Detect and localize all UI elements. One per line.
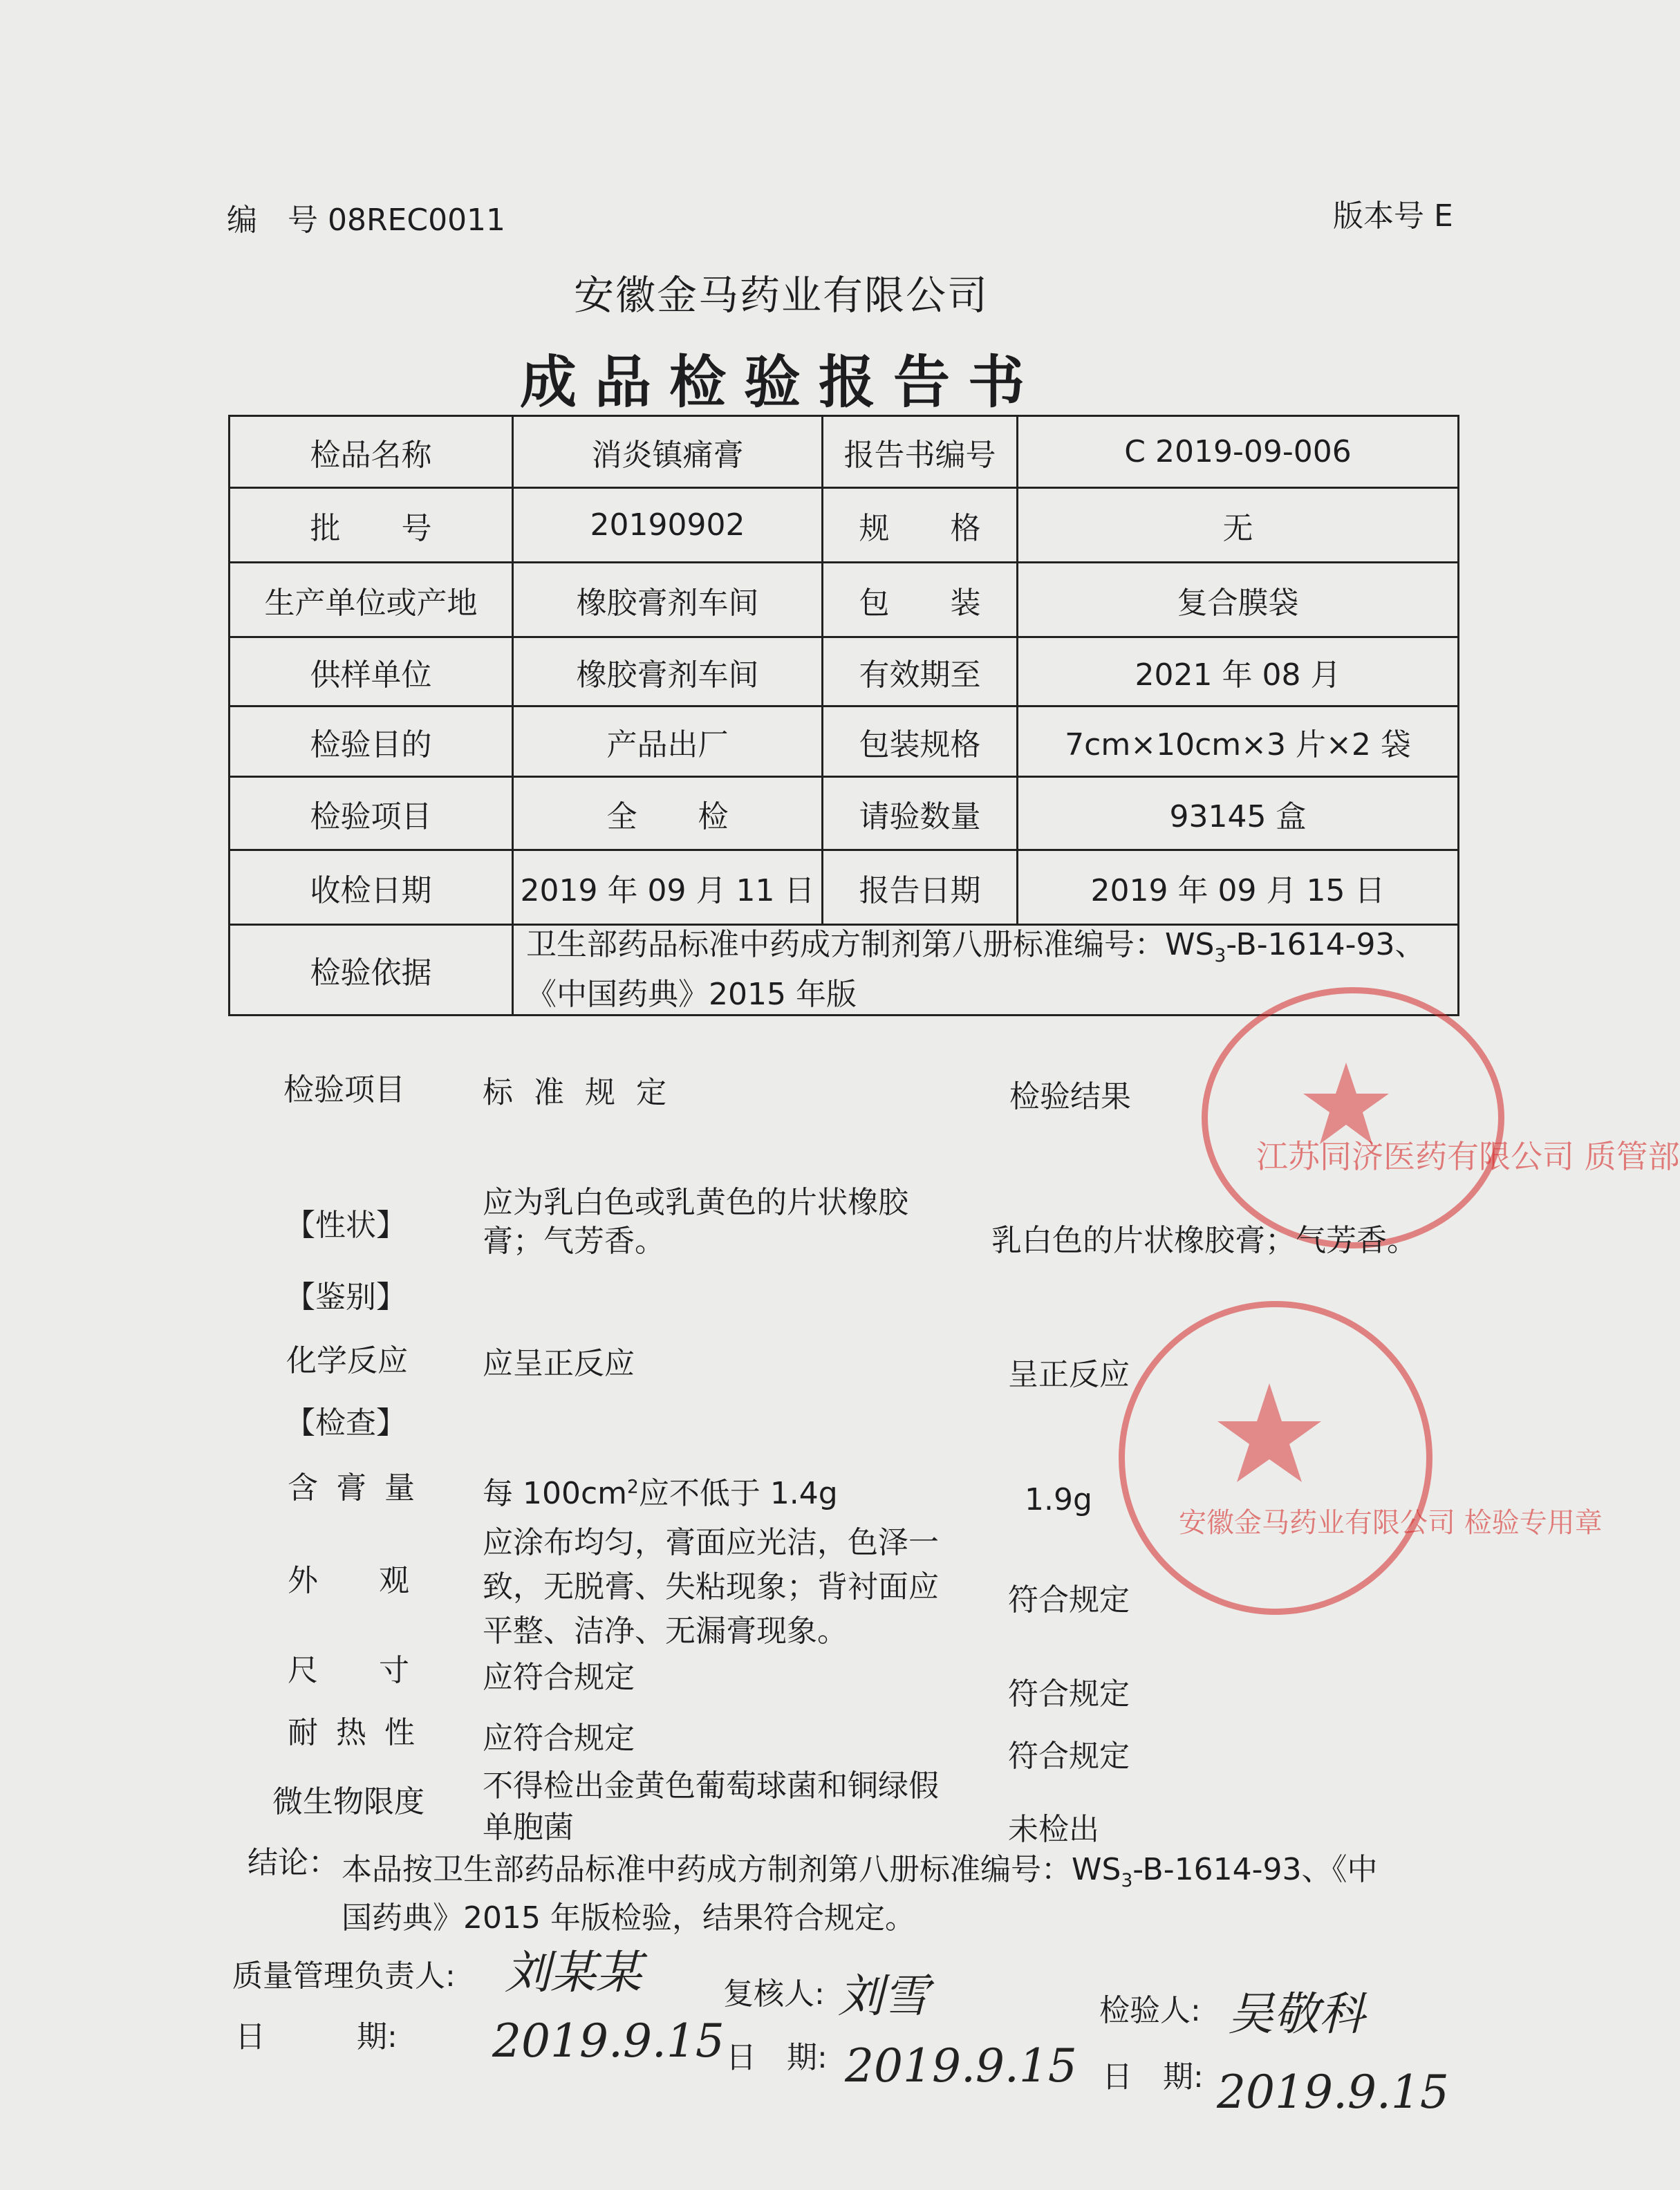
value-receive-date: 2019 年 09 月 11 日 — [513, 850, 823, 925]
value-report-date: 2019 年 09 月 15 日 — [1018, 850, 1459, 925]
label-purpose: 检验目的 — [230, 706, 513, 777]
size-result: 符合规定 — [1008, 1676, 1130, 1712]
value-supplier: 橡胶膏剂车间 — [513, 637, 823, 706]
seal-stamp-icon — [1202, 987, 1680, 1248]
label-supplier: 供样单位 — [230, 637, 513, 706]
label-test-item: 检验项目 — [230, 777, 513, 850]
value-package-spec: 7cm×10cm×3 片×2 袋 — [1018, 706, 1459, 777]
micro-standard: 不得检出金黄色葡萄球菌和铜绿假单胞菌 — [483, 1768, 939, 1845]
stamp2-text: 安徽金马药业有限公司 检验专用章 — [1179, 1507, 1603, 1539]
section-trait: 【性状】 — [285, 1208, 407, 1243]
table-row — [230, 563, 1459, 637]
version-number: 版本号 E — [1333, 198, 1453, 234]
content-item: 含 膏 量 — [288, 1470, 419, 1506]
qa-manager-label: 质量管理负责人: — [232, 1958, 456, 1994]
value-packaging: 复合膜袋 — [1018, 563, 1459, 637]
qa-date: 2019.9.15 — [492, 2014, 725, 2068]
size-item: 尺 寸 — [288, 1653, 409, 1688]
size-standard: 应符合规定 — [483, 1660, 635, 1695]
micro-item: 微生物限度 — [272, 1784, 424, 1819]
label-product-name: 检品名称 — [230, 416, 513, 488]
chem-item: 化学反应 — [286, 1343, 408, 1378]
inspector-date: 2019.9.15 — [1217, 2066, 1449, 2119]
label-basis: 检验依据 — [230, 925, 513, 1016]
section-check: 【检查】 — [285, 1405, 407, 1441]
document-number: 编 号 08REC0011 — [227, 203, 506, 238]
seal-star-icon — [1208, 993, 1680, 1230]
report-info-table — [228, 415, 1459, 1016]
stamp1-text: 江苏同济医药有限公司 质管部 — [1256, 1138, 1680, 1175]
heat-result: 符合规定 — [1008, 1739, 1130, 1774]
label-packaging: 包 装 — [823, 563, 1018, 637]
heat-standard: 应符合规定 — [483, 1721, 635, 1756]
company-name: 安徽金马药业有限公司 — [573, 272, 989, 319]
trait-result: 乳白色的片状橡胶膏；气芳香。 — [991, 1223, 1417, 1258]
label-expiry: 有效期至 — [823, 637, 1018, 706]
reviewer-date-label: 日 期: — [726, 2040, 828, 2075]
inspector-signature: 吴敬科 — [1228, 1987, 1365, 2041]
value-batch: 20190902 — [513, 488, 823, 563]
content-result: 1.9g — [1025, 1482, 1092, 1517]
value-purpose: 产品出厂 — [513, 706, 823, 777]
appearance-standard: 应涂布均匀，膏面应光洁，色泽一致，无脱膏、失粘现象；背衬面应平整、洁净、无漏膏现象。 — [483, 1525, 939, 1649]
chem-result: 呈正反应 — [1008, 1357, 1130, 1392]
label-receive-date: 收检日期 — [230, 850, 513, 925]
value-test-item: 全 检 — [513, 777, 823, 850]
trait-standard: 应为乳白色或乳黄色的片状橡胶膏；气芳香。 — [483, 1185, 908, 1259]
section-identification: 【鉴别】 — [285, 1280, 407, 1315]
table-row — [230, 777, 1459, 850]
column-header-standard: 标 准 规 定 — [483, 1075, 672, 1110]
seal-stamp-icon — [1119, 1301, 1603, 1615]
column-header-item: 检验项目 — [283, 1072, 405, 1107]
table-row — [230, 416, 1459, 488]
chem-standard: 应呈正反应 — [483, 1346, 635, 1381]
label-batch: 批 号 — [230, 488, 513, 563]
label-report-date: 报告日期 — [823, 850, 1018, 925]
appearance-item: 外 观 — [288, 1563, 409, 1598]
conclusion-label: 结论： — [248, 1845, 339, 1880]
table-row — [230, 637, 1459, 706]
label-package-spec: 包装规格 — [823, 706, 1018, 777]
reviewer-label: 复核人: — [723, 1976, 825, 2012]
label-producer: 生产单位或产地 — [230, 563, 513, 637]
inspector-date-label: 日 期: — [1102, 2059, 1204, 2095]
conclusion-line2: 国药典》2015 年版检验，结果符合规定。 — [342, 1900, 915, 1936]
qa-date-label: 日 期: — [235, 2019, 398, 2055]
value-quantity: 93145 盒 — [1018, 777, 1459, 850]
label-report-number: 报告书编号 — [823, 416, 1018, 488]
micro-result: 未检出 — [1008, 1812, 1099, 1847]
inspector-label: 检验人: — [1099, 1993, 1201, 2028]
value-product-name: 消炎镇痛膏 — [513, 416, 823, 488]
reviewer-signature: 刘雪 — [838, 1969, 929, 2023]
content-standard: 每 $100cm^2$应不低于 1.4g — [483, 1476, 838, 1511]
seal-star-icon — [1125, 1307, 1603, 1596]
table-row — [230, 706, 1459, 777]
conclusion-line1: 本品按卫生部药品标准中药成方制剂第八册标准编号：$WS_3-B-1614-93$、《中 — [342, 1852, 1378, 1891]
value-expiry: 2021 年 08 月 — [1018, 637, 1459, 706]
table-row — [230, 850, 1459, 925]
qa-signature: 刘某某 — [505, 1946, 642, 1999]
heat-item: 耐 热 性 — [288, 1715, 419, 1750]
reviewer-date: 2019.9.15 — [845, 2039, 1077, 2093]
column-header-result: 检验结果 — [1009, 1079, 1131, 1114]
appearance-result: 符合规定 — [1008, 1582, 1130, 1618]
report-title: 成品检验报告书 — [519, 350, 1043, 415]
value-report-number: C 2019-09-006 — [1018, 416, 1459, 488]
table-row — [230, 488, 1459, 563]
value-spec: 无 — [1018, 488, 1459, 563]
value-basis: 卫生部药品标准中药成方制剂第八册标准编号：$WS_3-B-1614-93$、 《中国药典》2015 年版 — [513, 925, 1459, 1016]
label-spec: 规 格 — [823, 488, 1018, 563]
label-quantity: 请验数量 — [823, 777, 1018, 850]
value-producer: 橡胶膏剂车间 — [513, 563, 823, 637]
